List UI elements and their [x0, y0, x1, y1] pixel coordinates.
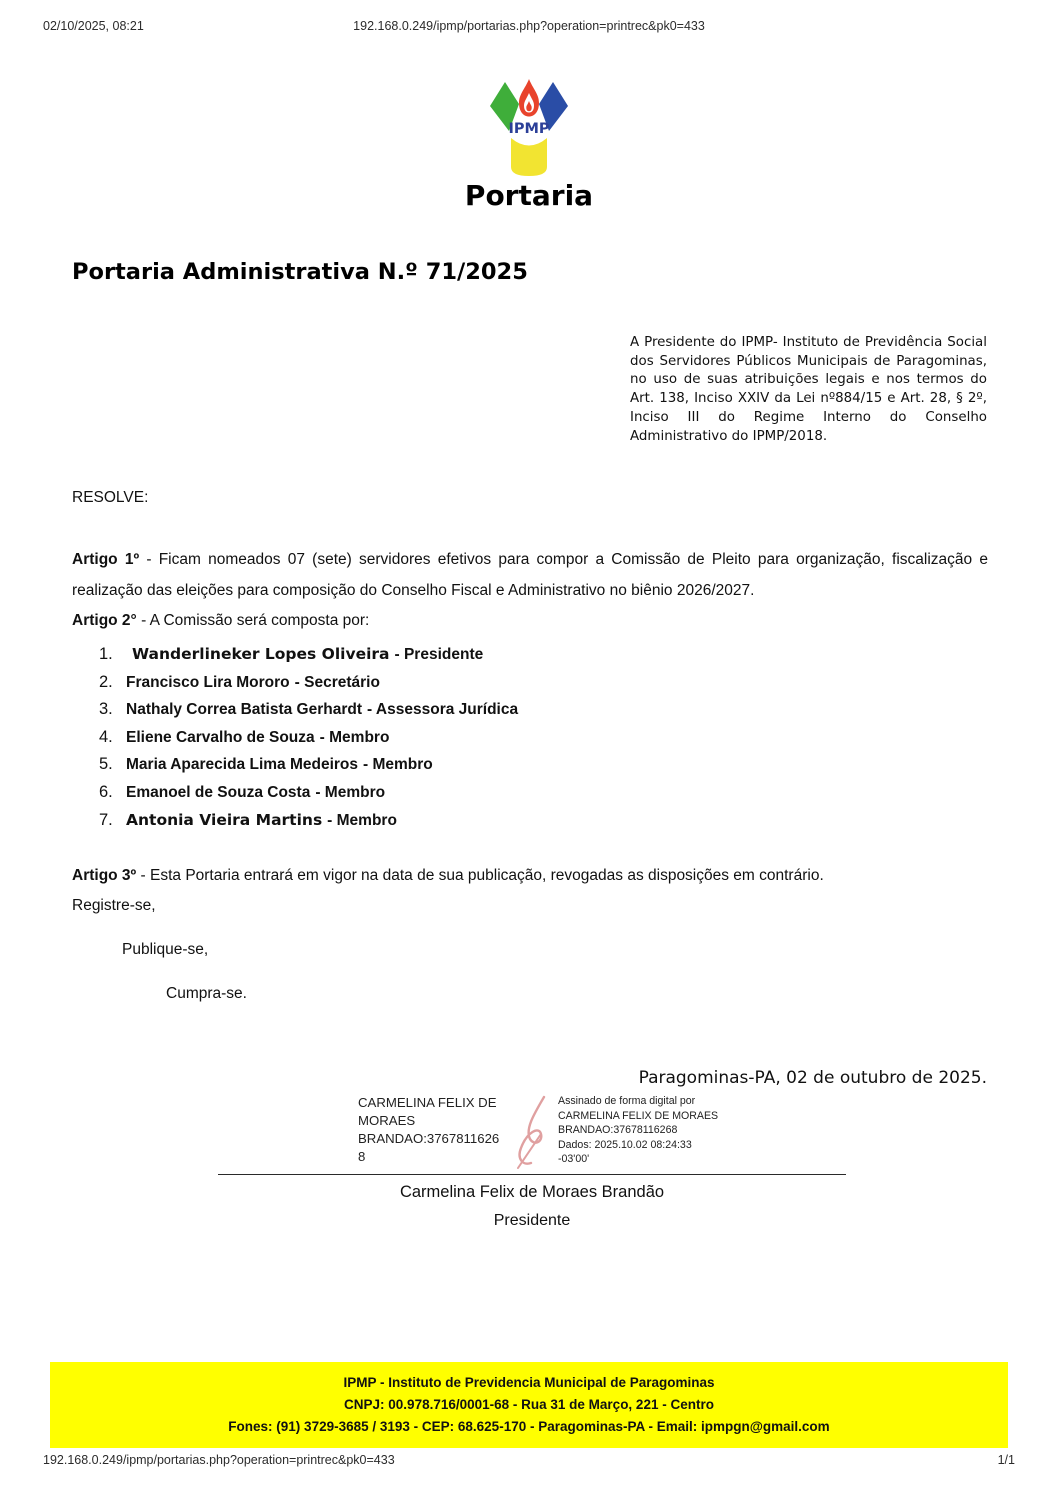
signature-details-line: CARMELINA FELIX DE MORAES: [558, 1109, 719, 1122]
institution-cnpj-address: CNPJ: 00.978.716/0001-68 - Rua 31 de Março, 221 - Centro: [344, 1397, 714, 1412]
member-list-item: [99, 811, 799, 839]
member-name: Emanoel de Souza Costa: [126, 783, 311, 801]
closing-comply: Cumpra-se.: [166, 985, 247, 1002]
member-list-item: [99, 755, 799, 783]
institution-footer: [50, 1362, 1008, 1448]
resolve-label: RESOLVE:: [72, 489, 149, 506]
article-1-text: - Ficam nomeados 07 (sete) servidores efetivos para compor a Comissão de Pleito para organização, fiscalização e realização das eleições para composição do Conselho Fiscal e Administrativo no biênio 2026/2027.: [72, 550, 988, 599]
page-title: Portaria: [464, 179, 594, 212]
ipmp-logo-text: IPMP: [508, 121, 550, 137]
member-name: Maria Aparecida Lima Medeiros: [126, 756, 359, 774]
member-name: Eliene Carvalho de Souza: [126, 728, 315, 746]
signatory-role: Presidente: [493, 1212, 571, 1229]
signature-line: [218, 1174, 846, 1175]
print-source-url: 192.168.0.249/ipmp/portarias.php?operation=printrec&pk0=433: [43, 1453, 395, 1467]
closing-publish: Publique-se,: [122, 941, 209, 958]
article-3-label: Artigo 3º: [72, 866, 137, 884]
print-footer: [43, 1453, 1015, 1469]
member-role: - Presidente: [394, 646, 484, 663]
member-list-item: [99, 645, 799, 673]
article-1-label: Artigo 1º: [72, 550, 140, 568]
member-number: 4.: [99, 727, 113, 746]
ipmp-logo: [481, 76, 577, 180]
member-list-item: [99, 673, 799, 701]
digital-signature-block: [358, 1094, 726, 1172]
member-role: - Membro: [319, 728, 390, 746]
member-role: - Secretário: [294, 673, 380, 691]
print-header: [43, 19, 1015, 35]
article-2: [72, 612, 369, 630]
ipmp-torch-icon: [481, 76, 577, 180]
commission-members-list: [99, 645, 799, 838]
article-3: [72, 867, 988, 885]
member-list-item: [99, 728, 799, 756]
institution-contacts: Fones: (91) 3729-3685 / 3193 - CEP: 68.625-170 - Paragominas-PA - Email: ipmpgn@gmail.com: [228, 1419, 830, 1434]
certificate-name-line: BRANDAO:3767811626: [358, 1131, 500, 1146]
signature-details-line: Assinado de forma digital por: [558, 1095, 696, 1107]
certificate-name-line: CARMELINA FELIX DE: [358, 1095, 497, 1110]
article-3-text: - Esta Portaria entrará em vigor na data de sua publicação, revogadas as disposições em contrário.: [136, 866, 824, 884]
print-datetime: 02/10/2025, 08:21: [43, 19, 144, 33]
signature-details-line: Dados: 2025.10.02 08:24:33: [558, 1138, 692, 1151]
institution-name: IPMP - Instituto de Previdencia Municipal de Paragominas: [343, 1375, 715, 1390]
signature-certificate-name: [358, 1094, 504, 1166]
preamble-paragraph: A Presidente do IPMP- Instituto de Previdência Social dos Servidores Públicos Municipais de Paragominas, no uso de suas atribuições legais e nos termos do Art. 138, Inciso XXIV da Lei nº884/15 e Art. 28, § 2º, Inciso III do Regime Interno do Conselho Administrativo do IPMP/2018.: [630, 335, 987, 444]
member-number: 7.: [99, 810, 113, 829]
article-2-label: Artigo 2°: [72, 611, 137, 629]
member-role: - Membro: [363, 756, 433, 774]
member-list-item: [99, 700, 799, 728]
article-1: [72, 544, 988, 606]
member-role: - Assessora Jurídica: [367, 701, 519, 719]
member-number: 2.: [99, 672, 113, 691]
article-2-text: - A Comissão será composta por:: [136, 611, 370, 629]
member-role: - Membro: [315, 783, 386, 801]
member-name: Nathaly Correa Batista Gerhardt: [126, 701, 363, 719]
print-source-url: 192.168.0.249/ipmp/portarias.php?operation=printrec&pk0=433: [353, 19, 705, 33]
certificate-name-line: MORAES: [358, 1113, 416, 1128]
signature-flourish-icon: [508, 1094, 554, 1172]
certificate-name-line: 8: [358, 1149, 366, 1164]
member-name: Wanderlineker Lopes Oliveira: [132, 645, 390, 663]
signatory-name: Carmelina Felix de Moraes Brandão: [399, 1183, 665, 1201]
member-role: - Membro: [327, 811, 397, 829]
member-number: 3.: [99, 700, 113, 719]
member-list-item: [99, 783, 799, 811]
member-name: Francisco Lira Mororo: [126, 673, 290, 691]
closing-register: Registre-se,: [72, 897, 156, 914]
print-page-number: 1/1: [997, 1453, 1015, 1467]
signature-details: [558, 1094, 726, 1167]
member-number: 1.: [99, 645, 113, 663]
member-number: 6.: [99, 782, 113, 801]
place-date-line: Paragominas-PA, 02 de outubro de 2025.: [638, 1068, 987, 1088]
member-number: 5.: [99, 755, 113, 774]
signature-details-line: -03'00': [558, 1153, 590, 1166]
member-name: Antonia Vieira Martins: [126, 810, 323, 829]
portaria-heading: Portaria Administrativa N.º 71/2025: [72, 259, 528, 285]
signature-details-line: BRANDAO:37678116268: [558, 1124, 678, 1137]
